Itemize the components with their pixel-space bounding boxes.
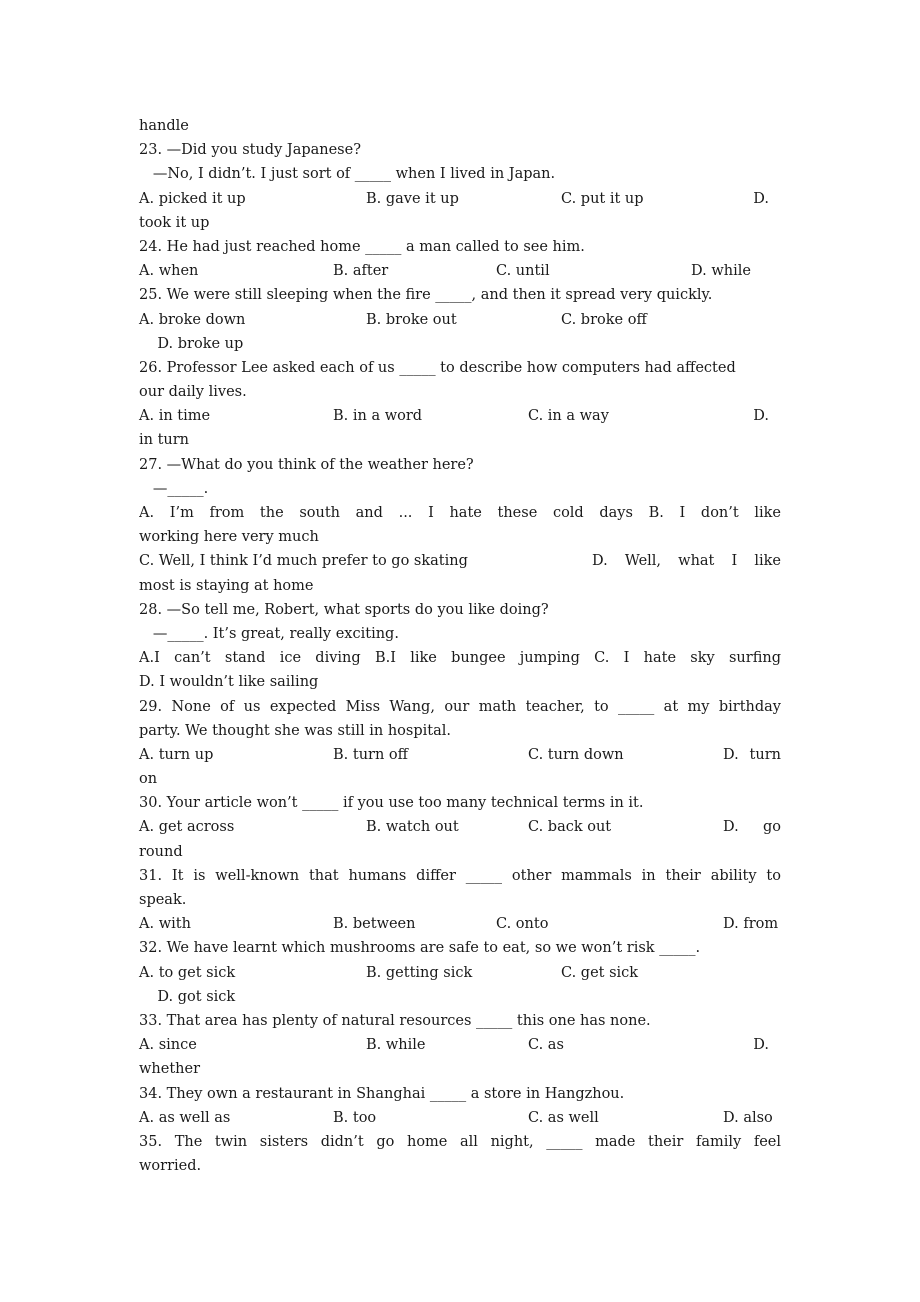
- question-26: 26. Professor Lee asked each of us _____ to describe how computers had affected: [139, 359, 736, 376]
- question-35-continued: worried.: [139, 1158, 202, 1175]
- option-a: A. picked it up: [139, 190, 246, 207]
- option-b: B. watch out: [366, 819, 459, 836]
- question-31-options: [139, 912, 781, 936]
- question-34: 34. They own a restaurant in Shanghai _____ a store in Hangzhou.: [139, 1085, 625, 1102]
- option-d: D. go: [723, 819, 781, 836]
- question-35: 35. The twin sisters didn’t go home all night, _____ made their family feel: [139, 1133, 781, 1150]
- question-30-options: [139, 815, 781, 839]
- option-b: B. turn off: [333, 746, 408, 763]
- question-25: 25. We were still sleeping when the fire _____, and then it spread very quickly.: [139, 287, 713, 304]
- option-b: B. between: [333, 916, 416, 933]
- option-b: B. getting sick: [366, 964, 473, 981]
- option-c: C. in a way: [528, 408, 609, 425]
- question-24: 24. He had just reached home _____ a man called to see him.: [139, 238, 585, 255]
- option-a: A. get across: [139, 819, 235, 836]
- question-31: 31. It is well-known that humans differ _____ other mammals in their ability to: [139, 867, 781, 884]
- option-c: C. Well, I think I’d much prefer to go skating: [139, 553, 468, 570]
- option-d-continued: on: [139, 771, 158, 788]
- option-a: A. when: [139, 263, 199, 280]
- option-c: C. put it up: [561, 190, 644, 207]
- question-23-answer: —No, I didn’t. I just sort of _____ when I lived in Japan.: [139, 166, 556, 183]
- question-29-continued: party. We thought she was still in hospital.: [139, 722, 451, 739]
- option-b: B. after: [333, 263, 389, 280]
- option-d: D.: [753, 408, 769, 425]
- question-26-continued: our daily lives.: [139, 384, 247, 401]
- option-b: B. broke out: [366, 311, 457, 328]
- option-c: C. onto: [496, 916, 549, 933]
- question-34-options: [139, 1106, 781, 1130]
- option-d: D. Well, what I like: [592, 553, 781, 570]
- option-d-continued: took it up: [139, 214, 210, 231]
- option-d: D. got sick: [139, 988, 236, 1005]
- question-28: 28. —So tell me, Robert, what sports do you like doing?: [139, 601, 549, 618]
- question-32: 32. We have learnt which mushrooms are safe to eat, so we won’t risk _____.: [139, 940, 701, 957]
- option-c: C. until: [496, 263, 550, 280]
- option-c: C. broke off: [561, 311, 647, 328]
- option-d: D. from: [723, 916, 779, 933]
- option-d: D. broke up: [139, 335, 244, 352]
- option-a: A. to get sick: [139, 964, 236, 981]
- question-33: 33. That area has plenty of natural resources _____ this one has none.: [139, 1012, 651, 1029]
- question-28-answer: —_____. It’s great, really exciting.: [139, 625, 399, 642]
- option-d: D. while: [691, 263, 751, 280]
- option-c: C. get sick: [561, 964, 639, 981]
- option-a: A. with: [139, 916, 191, 933]
- question-31-continued: speak.: [139, 892, 187, 908]
- option-d-continued: round: [139, 843, 183, 860]
- option-a: A. broke down: [139, 311, 246, 328]
- option-b-continued: working here very much: [139, 529, 319, 546]
- option-c: C. back out: [528, 819, 612, 836]
- question-29-options: [139, 743, 781, 767]
- question-27: 27. —What do you think of the weather here?: [139, 456, 474, 473]
- question-26-options: [139, 404, 781, 428]
- question-27-options-ab: A. I’m from the south and ... I hate these cold days B. I don’t like: [139, 505, 781, 521]
- option-b: B. gave it up: [366, 190, 459, 207]
- option-d-continued: most is staying at home: [139, 577, 314, 594]
- option-b: B. too: [333, 1109, 377, 1126]
- question-23: 23. —Did you study Japanese?: [139, 142, 361, 159]
- option-d-continued: in turn: [139, 432, 190, 449]
- option-d: D.: [753, 190, 769, 207]
- question-33-options: [139, 1033, 781, 1057]
- question-28-options-abc: A.I can’t stand ice diving B.I like bungee jumping C. I hate sky surfing: [139, 650, 781, 667]
- option-d: D. also: [723, 1109, 773, 1126]
- option-d: D. I wouldn’t like sailing: [139, 674, 319, 691]
- option-d: D.: [753, 1037, 769, 1054]
- question-23-options: [139, 187, 781, 211]
- question-list: [139, 114, 781, 1178]
- option-c: C. as: [528, 1037, 564, 1054]
- option-a: A. in time: [139, 408, 211, 425]
- question-24-options: [139, 259, 781, 283]
- question-29: 29. None of us expected Miss Wang, our math teacher, to _____ at my birthday: [139, 698, 781, 715]
- option-a: A. turn up: [139, 746, 214, 763]
- option-d-continued: whether: [139, 1061, 201, 1078]
- option-d: D. turn: [723, 746, 781, 763]
- option-b: B. in a word: [333, 408, 423, 425]
- text-line: handle: [139, 118, 189, 134]
- question-27-options-cd: [139, 549, 781, 573]
- option-c: C. turn down: [528, 746, 624, 763]
- question-30: 30. Your article won’t _____ if you use too many technical terms in it.: [139, 795, 644, 812]
- option-b: B. while: [366, 1037, 426, 1054]
- option-a: A. as well as: [139, 1109, 231, 1126]
- question-32-options: [139, 961, 781, 985]
- question-25-options: [139, 308, 781, 332]
- question-27-answer: —_____.: [139, 480, 209, 497]
- option-c: C. as well: [528, 1109, 599, 1126]
- option-a: A. since: [139, 1037, 197, 1054]
